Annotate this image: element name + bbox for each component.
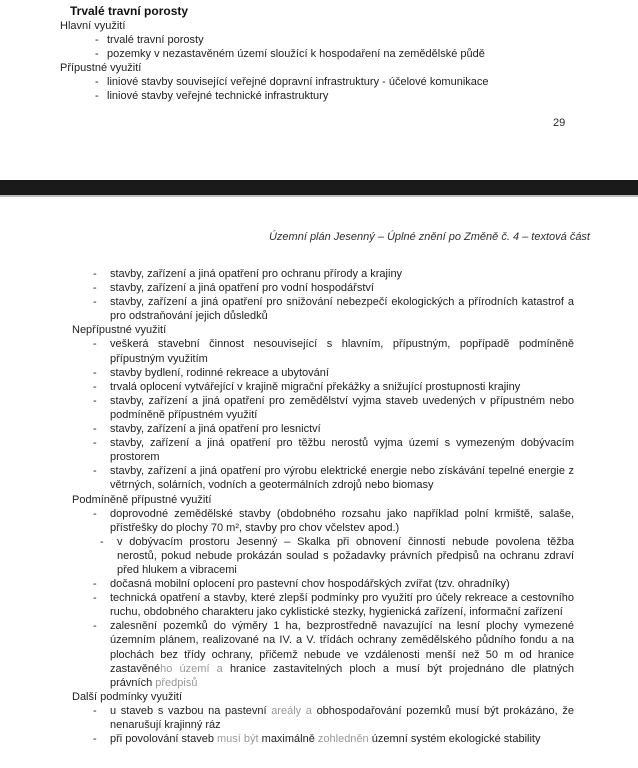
list-item: - stavby, zařízení a jiná opatření pro ochranu přírody a krajiny (93, 267, 574, 281)
page-number: 29 (553, 117, 566, 129)
text-segment: maximálně (258, 733, 318, 746)
section-heading: Trvalé travní porosty (70, 4, 189, 18)
text-segment: územní systém ekologické stability (368, 733, 541, 746)
running-header: Územní plán Jesenný – Úplné znění po Změně č. 4 – textová část (268, 231, 590, 243)
subsection-label: Přípustné využití (60, 62, 142, 75)
subsection-label: Další podmínky využití (72, 690, 183, 703)
subsection-label: Hlavní využití (60, 20, 126, 32)
text-segment: při povolování staveb (110, 733, 218, 746)
list-item: - stavby bydlení, rodinné rekreace a ubytování (93, 366, 574, 380)
list-item: - liniové stavby související veřejné dopravní infrastruktury - účelové komunikace (95, 75, 574, 89)
gray-text-segment: ho území a (160, 662, 230, 675)
list-item (93, 619, 574, 689)
subsection-label: Nepřípustné využití (72, 324, 167, 337)
list-item: - doprovodné zemědělské stavby (obdobného rozsahu jako například polní krmiště, salaše, přístřešky do plochy 70 m², stavby pro chov včelstev apod.) (93, 507, 574, 535)
list-item: - dočasná mobilní oplocení pro pastevní chov hospodářských zvířat (tzv. ohradníky) (93, 577, 574, 591)
text-segment: zalesnění pozemků do výměry 1 ha, bezprostředně navazující na lesní plochy vymezené územním plánem, realizované na IV. a V. třídách ochrany zemědělského půdního fondu a na plochách bez třídy ochrany, přičemž nebude ve vzdálenosti menší než 50 m od hranice zastavěné (110, 620, 574, 675)
list-item: - stavby, zařízení a jiná opatření pro vodní hospodářství (93, 281, 574, 295)
page-29 (0, 0, 638, 180)
list-item: - stavby, zařízení a jiná opatření pro lesnictví (93, 422, 574, 436)
list-item: - v dobývacím prostoru Jesenný – Skalka při obnovení činnosti nebude povolena těžba nerostů, pokud nebude prokázán soulad s požadavky právních předpisů na ochranu zdraví před hlukem a vibracemi (100, 535, 574, 577)
gray-text-segment: předpisů (155, 676, 198, 689)
list-item (93, 704, 574, 732)
gray-text-segment: zohledněn (317, 733, 369, 746)
text-segment: u staveb s vazbou na pastevní (110, 704, 272, 717)
list-item: - pozemky v nezastavěném území sloužící k hospodaření na zemědělské půdě (95, 47, 574, 61)
text-segment: hranice zastavitelných ploch a musí být projednáno dle platných právních (110, 662, 574, 689)
text-segment: obhospodařování pozemků musí být prokázáno, že nenarušují krajinný ráz (110, 704, 574, 731)
page-29-content (60, 4, 574, 104)
list-item: - stavby, zařízení a jiná opatření pro snižování nebezpečí ekologických a přírodních katastrof a pro odstraňování jejich důsledků (93, 295, 574, 323)
gray-text-segment: areály a (271, 704, 312, 717)
list-item: - trvalé travní porosty (95, 33, 574, 47)
page-separator (0, 180, 638, 197)
list-item: - stavby, zařízení a jiná opatření pro výrobu elektrické energie nebo získávání tepelné energie z větrných, solárních, vodních a geotermálních zdrojů nebo biomasy (93, 464, 574, 492)
list-item: - veškerá stavební činnost nesouvisející s hlavním, přípustným, popřípadě podmíněně přípustným využitím (93, 337, 574, 365)
gray-text-segment: musí být (217, 733, 259, 746)
list-item: - stavby, zařízení a jiná opatření pro zemědělství vyjma staveb uvedených v přípustném nebo podmíněně přípustném využití (93, 394, 574, 422)
list-item: - stavby, zařízení a jiná opatření pro těžbu nerostů vyjma území s vymezeným dobývacím prostorem (93, 436, 574, 464)
list-item (93, 732, 574, 746)
page-30 (0, 197, 638, 768)
list-item: - technická opatření a stavby, které zlepší podmínky pro využití pro účely rekreace a cestovního ruchu, obdobného charakteru jako cyklistické stezky, hygienická zařízení, informační zařízení (93, 591, 574, 619)
subsection-label: Podmíněně přípustné využití (72, 493, 212, 506)
list-item: - trvalá oplocení vytvářející v krajině migrační překážky a snižující prostupnosti krajiny (93, 380, 574, 394)
list-item: - liniové stavby veřejné technické infrastruktury (95, 89, 574, 103)
page-30-content (72, 267, 574, 746)
